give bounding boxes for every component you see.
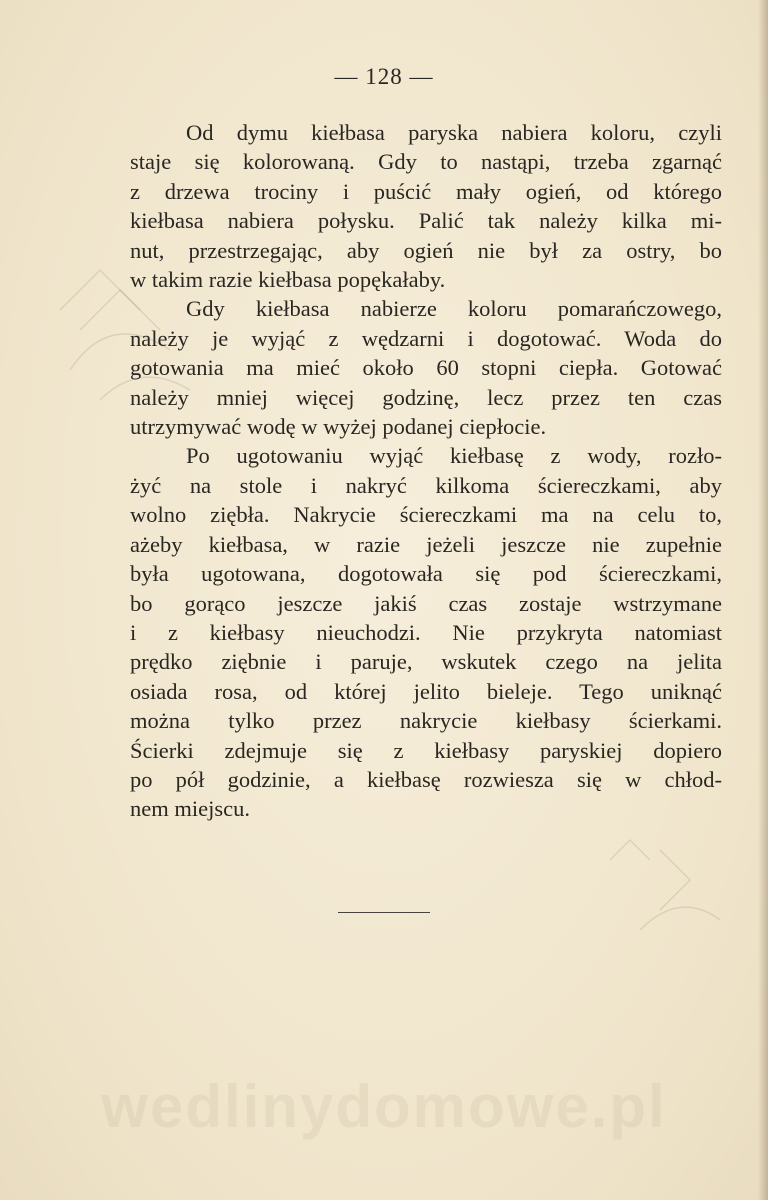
text-line: Po ugotowaniu wyjąć kiełbasę z wody, rozło- (186, 443, 722, 469)
text-line: staje się kolorowaną. Gdy to nastąpi, trzeba zgarnąć (130, 149, 722, 175)
text-line: można tylko przez nakrycie kiełbasy ścierkami. (130, 708, 722, 734)
text-line: w takim razie kiełbasa popękałaby. (130, 267, 446, 293)
text-line: żyć na stole i nakryć kilkoma ściereczkami, aby (130, 472, 722, 498)
page-edge (758, 0, 768, 1200)
text-line: prędko ziębnie i paruje, wskutek czego na jelita (130, 649, 722, 675)
text-line: należy je wyjąć z wędzarni i dogotować. Woda do (130, 325, 722, 351)
faded-stamp-right (600, 830, 740, 950)
watermark: wedlinydomowe.pl (101, 1073, 667, 1140)
text-line: Od dymu kiełbasa paryska nabiera koloru, czyli (186, 120, 722, 145)
body-text (130, 118, 722, 824)
text-line: ażeby kiełbasa, w razie jeżeli jeszcze nie zupełnie (130, 531, 722, 557)
text-line: kiełbasa nabiera połysku. Palić tak należy kilka mi- (130, 208, 722, 234)
text-line: wolno ziębła. Nakrycie ściereczkami ma na celu to, (130, 502, 722, 528)
text-line: Gdy kiełbasa nabierze koloru pomarańczowego, (186, 296, 722, 322)
text-line: Ścierki zdejmuje się z kiełbasy paryskiej dopiero (130, 737, 722, 763)
text-line: była ugotowana, dogotowała się pod ściereczkami, (130, 561, 722, 587)
text-line: bo gorąco jeszcze jakiś czas zostaje wstrzymane (130, 590, 722, 616)
page-number: — 128 — (334, 64, 434, 89)
text-line: gotowania ma mieć około 60 stopni ciepła. Gotować (130, 355, 722, 381)
end-rule (338, 912, 430, 913)
text-line: osiada rosa, od której jelito bieleje. Tego uniknąć (130, 678, 722, 704)
text-line: po pół godzinie, a kiełbasę rozwiesza się w chłod- (130, 766, 722, 792)
text-line: i z kiełbasy nieuchodzi. Nie przykryta natomiast (130, 619, 722, 645)
text-line: z drzewa trociny i puścić mały ogień, od którego (130, 178, 722, 204)
text-line: utrzymywać wodę w wyżej podanej ciepłocie. (130, 414, 547, 440)
text-line: nut, przestrzegając, aby ogień nie był za ostry, bo (130, 237, 722, 263)
text-line: nem miejscu. (130, 796, 250, 822)
text-line: należy mniej więcej godzinę, lecz przez ten czas (130, 384, 722, 410)
